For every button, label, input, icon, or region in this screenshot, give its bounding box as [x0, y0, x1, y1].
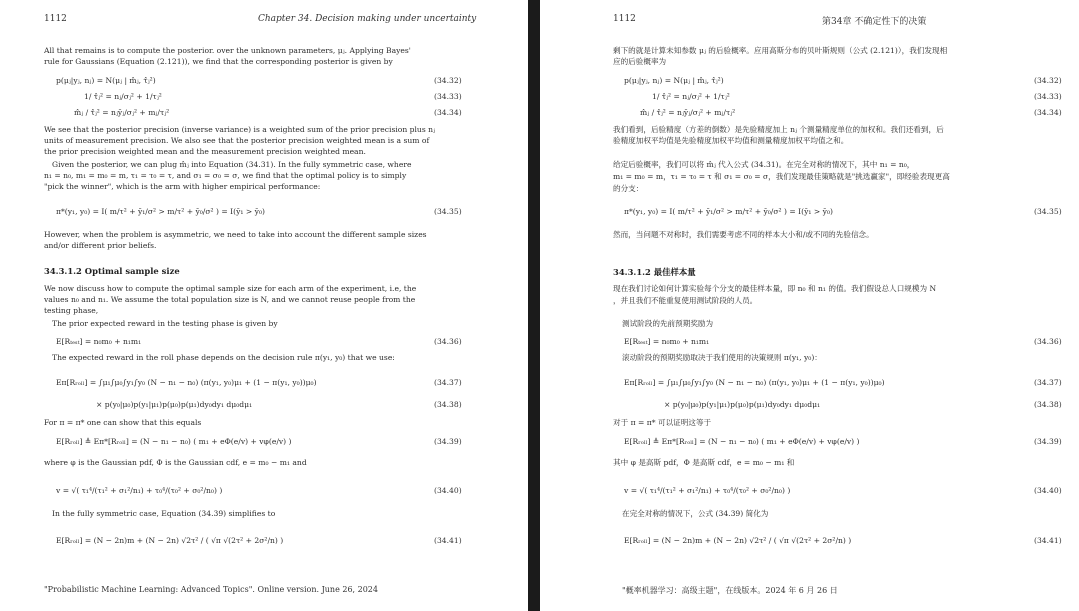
equation: Eπ[Rᵣₒₗₗ] = ∫μ₁∫μ₀∫y₁∫y₀ (N − n₁ − n₀) (π(y₁, y₀)μ₁ + (1 − π(y₁, y₀))μ₀) — [624, 378, 885, 387]
equation-number: (34.34) — [434, 108, 462, 117]
equation-number: (34.33) — [434, 92, 462, 101]
chapter-title: 第34章 不确定性下的决策 — [822, 17, 927, 27]
left-page — [0, 0, 528, 611]
chapter-title: Chapter 34. Decision making under uncertainty — [258, 14, 477, 24]
equation-number: (34.32) — [1034, 76, 1062, 85]
equation: E[Rᵣₒₗₗ] = (N − 2n)m + (N − 2n) √2τ² / ( √π √(2τ² + 2σ²/n) ) — [624, 536, 852, 545]
paragraph: We see that the posterior precision (inverse variance) is a weighted sum of the prior precision plus nⱼ — [44, 125, 436, 134]
page-divider — [528, 0, 540, 611]
equation-number: (34.40) — [434, 486, 462, 495]
equation-number: (34.35) — [434, 207, 462, 216]
equation-number: (34.41) — [434, 536, 462, 545]
section-title: 34.3.1.2 最佳样本量 — [613, 267, 696, 277]
paragraph: 的分支： — [613, 184, 644, 193]
paragraph: However, when the problem is asymmetric, we need to take into account the different sample sizes — [44, 230, 427, 239]
equation-number: (34.39) — [434, 437, 462, 446]
paragraph: 其中 φ 是高斯 pdf，Φ 是高斯 cdf，e = m₀ − m₁ 和 — [613, 458, 795, 467]
equation-number: (34.34) — [1034, 108, 1062, 117]
equation: E[Rₜₑₛₜ] = n₀m₀ + n₁m₁ — [624, 337, 710, 346]
paragraph: 我们看到，后验精度（方差的倒数）是先验精度加上 nⱼ 个测量精度单位的加权和。我们还看到，后 — [613, 125, 944, 134]
equation-number: (34.38) — [1034, 400, 1062, 409]
paragraph: rule for Gaussians (Equation (2.121)), we find that the corresponding posterior is given by — [44, 57, 393, 66]
equation-number: (34.32) — [434, 76, 462, 85]
equation-number: (34.36) — [1034, 337, 1062, 346]
equation-number: (34.33) — [1034, 92, 1062, 101]
paragraph: units of measurement precision. We also see that the posterior precision weighted mean is a sum of — [44, 136, 430, 145]
equation-number: (34.41) — [1034, 536, 1062, 545]
page-footer: "Probabilistic Machine Learning: Advanced Topics". Online version. June 26, 2024 — [44, 585, 378, 594]
paragraph: and/or different prior beliefs. — [44, 241, 157, 250]
equation: × p(y₀|μ₀)p(y₁|μ₁)p(μ₀)p(μ₁)dy₀dy₁ dμ₀dμ₁ — [664, 400, 821, 409]
equation: v = √( τ₁⁴/(τ₁² + σ₁²/n₁) + τ₀⁴/(τ₀² + σ₀²/n₀) ) — [56, 486, 223, 495]
equation-number: (34.36) — [434, 337, 462, 346]
equation: 1/ τ̂ⱼ² = nⱼ/σⱼ² + 1/τⱼ² — [652, 92, 730, 101]
equation: p(μⱼ|yⱼ, nⱼ) = N(μⱼ | m̂ⱼ, τ̂ⱼ²) — [624, 76, 724, 85]
paragraph: For π = π* one can show that this equals — [44, 418, 202, 427]
paragraph: 然而，当问题不对称时，我们需要考虑不同的样本大小和/或不同的先验信念。 — [613, 230, 874, 239]
equation-number: (34.37) — [1034, 378, 1062, 387]
paragraph: n₁ = n₀, m₁ = m₀ = m, τ₁ = τ₀ = τ, and σ₁ = σ₀ = σ, we find that the optimal policy is to simply — [44, 171, 407, 180]
equation: 1/ τ̂ⱼ² = nⱼ/σⱼ² + 1/τⱼ² — [84, 92, 162, 101]
paragraph: 对于 π = π* 可以证明这等于 — [613, 418, 712, 427]
paragraph: In the fully symmetric case, Equation (34.39) simplifies to — [52, 509, 276, 518]
equation: π*(y₁, y₀) = I( m/τ² + ȳ₁/σ² > m/τ² + ȳ₀/σ² ) = I(ȳ₁ > ȳ₀) — [56, 207, 265, 216]
equation-number: (34.38) — [434, 400, 462, 409]
paragraph: 剩下的就是计算未知参数 μⱼ 的后验概率。应用高斯分布的贝叶斯规则（公式 (2.121)），我们发现相 — [613, 46, 948, 55]
paragraph: The prior expected reward in the testing phase is given by — [52, 319, 278, 328]
paragraph: We now discuss how to compute the optimal sample size for each arm of the experiment, i.e, the — [44, 284, 417, 293]
equation: p(μⱼ|yⱼ, nⱼ) = N(μⱼ | m̂ⱼ, τ̂ⱼ²) — [56, 76, 156, 85]
equation: m̂ⱼ / τ̂ⱼ² = nⱼȳⱼ/σⱼ² + mⱼ/τⱼ² — [640, 108, 736, 117]
equation: × p(y₀|μ₀)p(y₁|μ₁)p(μ₀)p(μ₁)dy₀dy₁ dμ₀dμ₁ — [96, 400, 253, 409]
equation: E[Rᵣₒₗₗ] ≜ Eπ*[Rᵣₒₗₗ] = (N − n₁ − n₀) ( m₁ + eΦ(e/v) + vφ(e/v) ) — [624, 437, 860, 446]
paragraph: All that remains is to compute the posterior. over the unknown parameters, μⱼ. Applying Bayes' — [44, 46, 411, 55]
paragraph: Given the posterior, we can plug m̂ⱼ into Equation (34.31). In the fully symmetric case, where — [52, 160, 412, 169]
paragraph: 在完全对称的情况下，公式 (34.39) 简化为 — [622, 509, 769, 518]
paragraph: where φ is the Gaussian pdf, Φ is the Gaussian cdf, e = m₀ − m₁ and — [44, 458, 307, 467]
paragraph: m₁ = m₀ = m，τ₁ = τ₀ = τ 和 σ₁ = σ₀ = σ，我们发现最佳策略就是"挑选赢家"，即经验表现更高 — [613, 172, 950, 181]
page-footer: "概率机器学习：高级主题"，在线版本。2024 年 6 月 26 日 — [622, 586, 838, 595]
page-number: 1112 — [44, 14, 67, 24]
right-page — [540, 0, 1079, 611]
page-number: 1112 — [613, 14, 636, 24]
equation: E[Rᵣₒₗₗ] ≜ Eπ*[Rᵣₒₗₗ] = (N − n₁ − n₀) ( m₁ + eΦ(e/v) + vφ(e/v) ) — [56, 437, 292, 446]
paragraph: "pick the winner", which is the arm with higher empirical performance: — [44, 182, 321, 191]
paragraph: 应的后验概率为 — [613, 57, 667, 66]
equation-number: (34.39) — [1034, 437, 1062, 446]
paragraph: The expected reward in the roll phase depends on the decision rule π(y₁, y₀) that we use: — [52, 353, 395, 362]
equation: v = √( τ₁⁴/(τ₁² + σ₁²/n₁) + τ₀⁴/(τ₀² + σ₀²/n₀) ) — [624, 486, 791, 495]
paragraph: 滚动阶段的预期奖励取决于我们使用的决策规则 π(y₁, y₀)： — [622, 353, 822, 362]
paragraph: 测试阶段的先前预期奖励为 — [622, 319, 714, 328]
paragraph: 验精度加权平均值是先验精度加权平均值和测量精度加权平均值之和。 — [613, 136, 849, 145]
equation: E[Rᵣₒₗₗ] = (N − 2n)m + (N − 2n) √2τ² / ( √π √(2τ² + 2σ²/n) ) — [56, 536, 284, 545]
equation: m̂ⱼ / τ̂ⱼ² = nⱼȳⱼ/σⱼ² + mⱼ/τⱼ² — [74, 108, 170, 117]
equation: Eπ[Rᵣₒₗₗ] = ∫μ₁∫μ₀∫y₁∫y₀ (N − n₁ − n₀) (π(y₁, y₀)μ₁ + (1 − π(y₁, y₀))μ₀) — [56, 378, 317, 387]
paragraph: 给定后验概率，我们可以将 m̂ⱼ 代入公式 (34.31)。在完全对称的情况下，其中 n₁ = n₀， — [613, 160, 915, 169]
paragraph: ，并且我们不能重复使用测试阶段的人员。 — [613, 296, 758, 305]
equation-number: (34.35) — [1034, 207, 1062, 216]
section-title: 34.3.1.2 Optimal sample size — [44, 266, 180, 276]
paragraph: testing phase, — [44, 306, 99, 315]
paragraph: values n₀ and n₁. We assume the total population size is N, and we cannot reuse people from the — [44, 295, 416, 304]
equation: E[Rₜₑₛₜ] = n₀m₀ + n₁m₁ — [56, 337, 142, 346]
paragraph: the prior precision weighted mean and the measurement precision weighted mean. — [44, 147, 366, 156]
paragraph: 现在我们讨论如何计算实验每个分支的最佳样本量，即 n₀ 和 n₁ 的值。我们假设总人口规模为 N — [613, 284, 937, 293]
equation-number: (34.37) — [434, 378, 462, 387]
equation-number: (34.40) — [1034, 486, 1062, 495]
equation: π*(y₁, y₀) = I( m/τ² + ȳ₁/σ² > m/τ² + ȳ₀/σ² ) = I(ȳ₁ > ȳ₀) — [624, 207, 833, 216]
